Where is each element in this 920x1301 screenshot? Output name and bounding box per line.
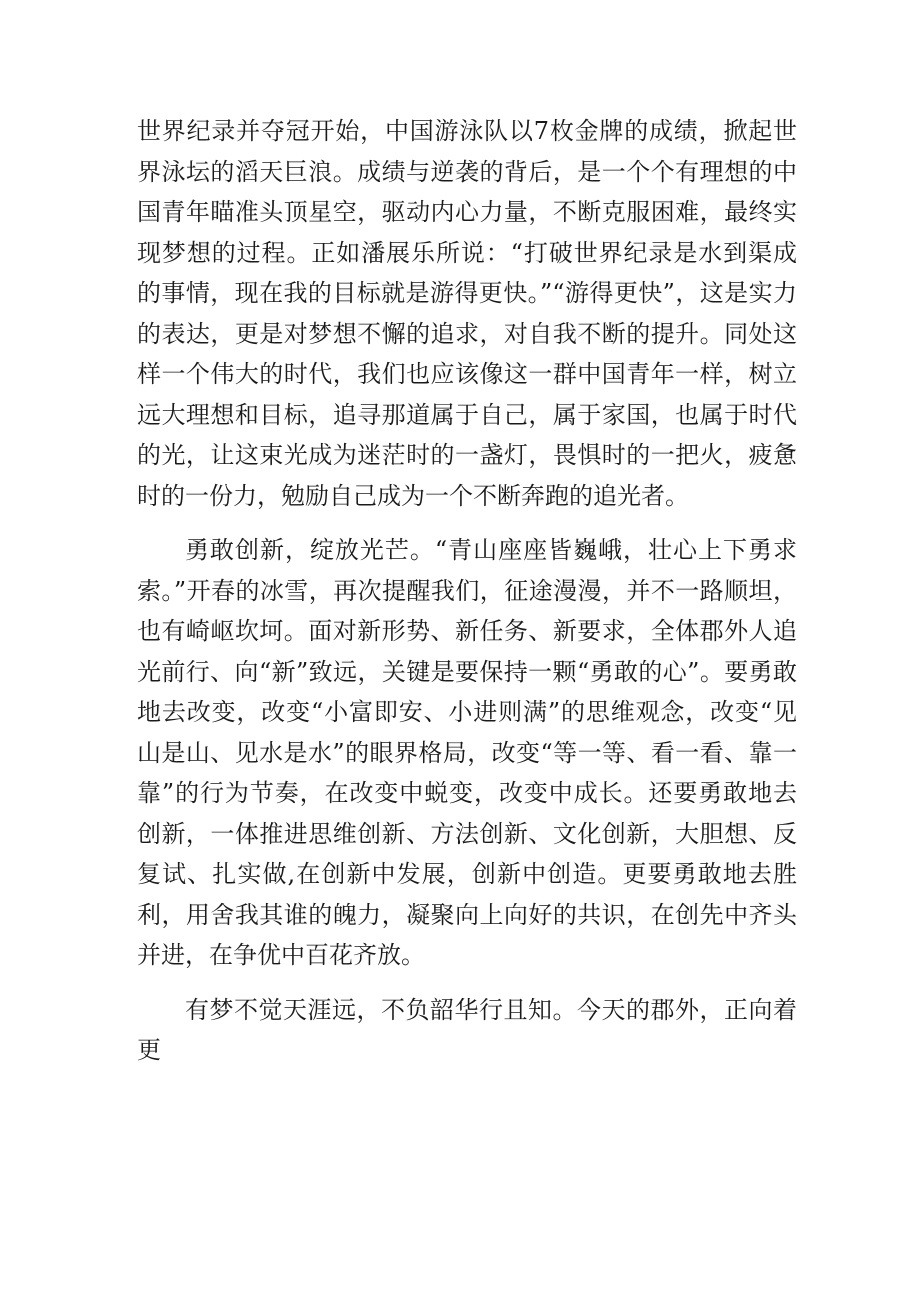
paragraph-1: 世界纪录并夺冠开始，中国游泳队以7枚金牌的成绩，掀起世界泳坛的滔天巨浪。成绩与逆袭的背后，是一个个有理想的中国青年瞄准头顶星空，驱动内心力量，不断克服困难，最终实现梦想的过程。正如潘展乐所说：“打破世界纪录是水到渠成的事情，现在我的目标就是游得更快。”“游得更快”，这是实力的表达，更是对梦想不懈的追求，对自我不断的提升。同处这样一个伟大的时代，我们也应该像这一群中国青年一样，树立远大理想和目标，追寻那道属于自己，属于家国，也属于时代的光，让这束光成为迷茫时的一盏灯，畏惧时的一把火，疲惫时的一份力，勉励自己成为一个不断奔跑的追光者。 (137, 117, 797, 510)
paragraph-2: 勇敢创新，绽放光芒。“青山座座皆巍峨，壮心上下勇求索。”开春的冰雪，再次提醒我们，征途漫漫，并不一路顺坦，也有崎岖坎坷。面对新形势、新任务、新要求，全体郡外人追光前行、向“新”致远，关键是要保持一颗“勇敢的心”。要勇敢地去改变，改变“小富即安、小进则满”的思维观念，改变“见山是山、见水是水”的眼界格局，改变“等一等、看一看、靠一靠”的行为节奏，在改变中蜕变，改变中成长。还要勇敢地去创新，一体推进思维创新、方法创新、文化创新，大胆想、反复试、扎实做,在创新中发展，创新中创造。更要勇敢地去胜利，用舍我其谁的魄力，凝聚向上向好的共识，在创先中齐头并进，在争优中百花齐放。 (137, 536, 797, 969)
document-body (137, 111, 797, 1071)
paragraph-3: 有梦不觉天涯远，不负韶华行且知。今天的郡外，正向着更 (137, 995, 797, 1064)
